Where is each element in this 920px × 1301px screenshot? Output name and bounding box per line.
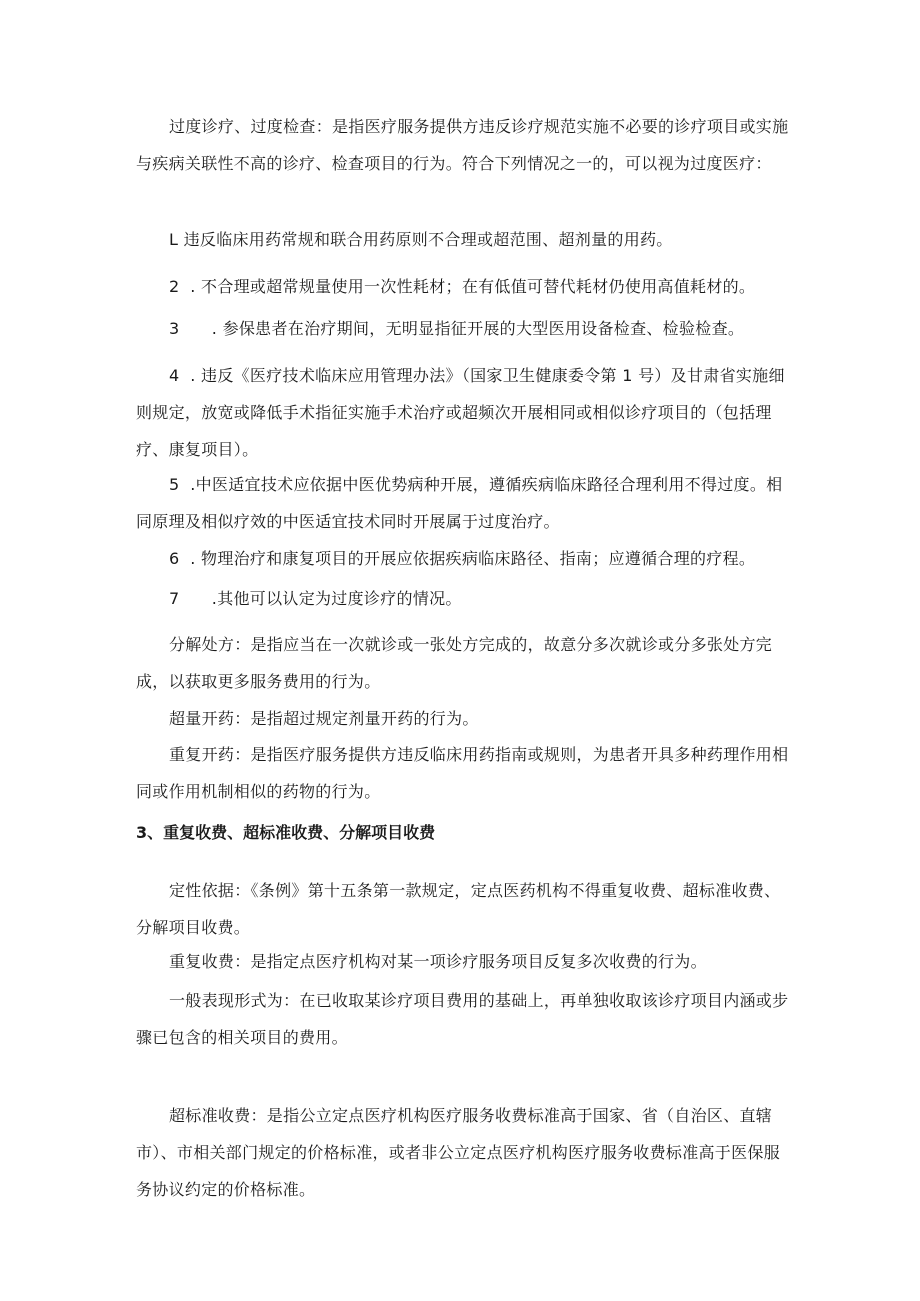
list-item-text: 中医适宜技术应依据中医优势病种开展，遵循疾病临床路径合理利用不得过度。相同原理及相似疗效的中医适宜技术同时开展属于过度治疗。 <box>136 475 783 531</box>
overtreatment-intro: 过度诊疗、过度检查：是指医疗服务提供方违反诊疗规范实施不必要的诊疗项目或实施与疾病关联性不高的诊疗、检查项目的行为。符合下列情况之一的，可以视为过度医疗： <box>136 117 789 173</box>
list-item-text: 不合理或超常规量使用一次性耗材；在有低值可替代耗材仍使用高值耗材的。 <box>201 277 756 296</box>
list-item-1 <box>136 221 796 258</box>
list-item-5: 5 .中医适宜技术应依据中医优势病种开展，遵循疾病临床路径合理利用不得过度。相同原理及相似疗效的中医适宜技术同时开展属于过度治疗。 <box>136 466 796 540</box>
charges-basis-para: 定性依据：《条例》第十五条第一款规定，定点医药机构不得重复收费、超标准收费、分解项目收费。 <box>136 881 781 937</box>
over-standard-para: 超标准收费：是指公立定点医疗机构医疗服务收费标准高于国家、省（自治区、直辖市）、市相关部门规定的价格标准，或者非公立定点医疗机构医疗服务收费标准高于医保服务协议约定的价格标准。 <box>136 1106 781 1199</box>
list-item-text: 参保患者在治疗期间，无明显指征开展的大型医用设备检查、检验检查。 <box>222 319 745 338</box>
list-item-text: 违反临床用药常规和联合用药原则不合理或超范围、超剂量的用药。 <box>183 230 673 249</box>
list-item-6: 6 . 物理治疗和康复项目的开展应依据疾病临床路径、指南；应遵循合理的疗程。 <box>136 540 796 577</box>
list-item-number: 7 <box>169 589 180 608</box>
list-item-number: 5 <box>169 475 180 494</box>
list-item-3: 3 . 参保患者在治疗期间，无明显指征开展的大型医用设备检查、检验检查。 <box>136 310 796 347</box>
list-item-7: 7 .其他可以认定为过度诊疗的情况。 <box>136 580 796 617</box>
list-item-4: 4 . 违反《医疗技术临床应用管理办法》（国家卫生健康委令第 1 号）及甘肃省实施细则规定，放宽或降低手术指征实施手术治疗或超频次开展相同或相似诊疗项目的（包括理疗、康复项目）。 <box>136 357 796 468</box>
section-heading: 3、重复收费、超标准收费、分解项目收费 <box>136 823 436 842</box>
list-item-number: 6 <box>169 549 180 568</box>
list-item-number: L <box>169 230 179 249</box>
duplicate-charge-para: 重复收费：是指定点医疗机构对某一项诊疗服务项目反复多次收费的行为。 <box>169 952 707 971</box>
list-item-text: 其他可以认定为过度诊疗的情况。 <box>217 589 462 608</box>
general-form-para: 一般表现形式为：在已收取某诊疗项目费用的基础上，再单独收取该诊疗项目内涵或步骤已包含的相关项目的费用。 <box>136 991 789 1047</box>
split-prescription-para: 分解处方：是指应当在一次就诊或一张处方完成的，故意分多次就诊或分多张处方完成，以获取更多服务费用的行为。 <box>136 635 773 691</box>
duplicate-prescription-para: 重复开药：是指医疗服务提供方违反临床用药指南或规则，为患者开具多种药理作用相同或作用机制相似的药物的行为。 <box>136 745 789 801</box>
list-item-text: 物理治疗和康复项目的开展应依据疾病临床路径、指南；应遵循合理的疗程。 <box>201 549 756 568</box>
list-item-number: 4 <box>169 366 180 385</box>
excess-dosage-para: 超量开药：是指超过规定剂量开药的行为。 <box>169 709 479 728</box>
list-item-2: 2 . 不合理或超常规量使用一次性耗材；在有低值可替代耗材仍使用高值耗材的。 <box>136 268 796 305</box>
list-item-text: 违反《医疗技术临床应用管理办法》（国家卫生健康委令第 1 号）及甘肃省实施细则规定，放宽或降低手术指征实施手术治疗或超频次开展相同或相似诊疗项目的（包括理疗、康复项目）。 <box>136 366 785 459</box>
list-item-number: 3 <box>169 319 180 338</box>
list-item-number: 2 <box>169 277 180 296</box>
